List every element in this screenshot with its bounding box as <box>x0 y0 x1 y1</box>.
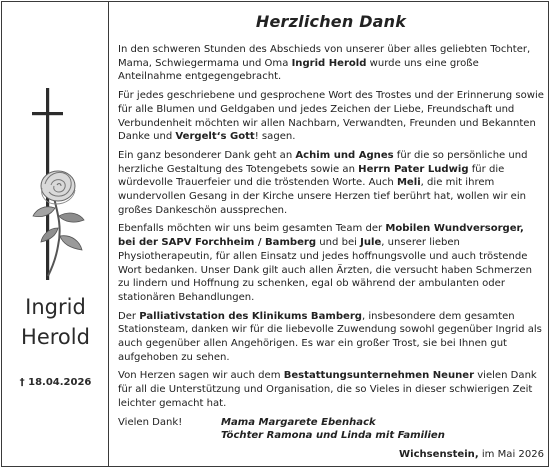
text-run: , insbesondere dem gesamten Stationsteam, danken wir für die liebevolle Zuwendung sowohl gegenüber Ingrid als auch gegenüber allen Angehörigen. Es war ein großer Trost, sie bei Ihnen gut aufgehoben zu sehen. <box>118 310 542 363</box>
place-and-date <box>118 448 544 462</box>
thanked-name: Jule <box>360 237 382 249</box>
signer-line: Töchter Ramona und Linda mit Familien <box>221 430 445 442</box>
paragraph-care-team <box>118 222 544 304</box>
place: Wichsenstein, <box>399 448 479 460</box>
text-run: ! sagen. <box>254 131 296 143</box>
text-run: für die so persönliche und herzliche Gestaltung des Totengebets sowie an <box>118 149 528 175</box>
paragraph-palliative <box>118 310 544 365</box>
text-run: Für jedes geschriebene und gesprochene Wort des Trostes und der Erinnerung sowie für alle Blumen und Geldgaben und jedes Zeichen der Liebe, Freundschaft und Verbundenheit möchten wir allen Nachbarn, Verwandten, Freunden und Bekannten Danke und <box>118 90 544 143</box>
paragraph-general-thanks <box>118 89 544 144</box>
cross-with-rose-icon <box>18 86 98 282</box>
text-run: Ebenfalls möchten wir uns beim gesamten Team der <box>118 223 386 235</box>
deceased-first-name: Ingrid <box>25 295 86 319</box>
obituary-thank-you-notice <box>1 1 549 467</box>
thanked-name: Achim und Agnes <box>295 149 394 161</box>
text-run: Der <box>118 310 140 322</box>
thanked-organization: Palliativstation des Klinikums Bamberg <box>139 310 362 322</box>
left-memorial-column <box>2 2 109 466</box>
closing-signature <box>118 416 544 446</box>
text-run: vielen Dank für all die Unterstützung und Organisation, die so Vieles in dieser schwierigen Zeit leichter gemacht hat. <box>118 370 537 409</box>
paragraph-funeral-home <box>118 369 544 410</box>
paragraph-special-thanks <box>118 149 544 218</box>
text-run: wurde uns eine große Anteilnahme entgegengebracht. <box>118 57 479 83</box>
death-date: † 18.04.2026 <box>19 377 92 388</box>
text-run: Von Herzen sagen wir auch dem <box>118 370 284 382</box>
thank-you-text-column <box>118 12 544 460</box>
thanked-name: Meli <box>396 177 421 189</box>
text-run: , die mit ihrem wundervollen Gesang in der Kirche unsere Herzen tief berührt hat, wollen wir ein großes Dankeschön aussprechen. <box>118 177 527 216</box>
closing-greeting: Vielen Dank! <box>118 416 183 428</box>
vergelts-gott: Vergelt‘s Gott <box>175 131 255 143</box>
thanked-name: Herrn Pater Ludwig <box>358 163 469 175</box>
deceased-name <box>2 292 109 352</box>
notice-heading: Herzlichen Dank <box>255 12 407 31</box>
date: im Mai 2026 <box>481 448 544 460</box>
paragraph-intro <box>118 43 544 84</box>
text-run: und bei <box>316 237 361 249</box>
signers <box>221 416 445 443</box>
thanked-organization: Bestattungsunternehmen Neuner <box>283 370 475 382</box>
signer-line: Mama Margarete Ebenhack <box>221 416 376 428</box>
deceased-name-inline: Ingrid Herold <box>291 57 367 69</box>
deceased-last-name: Herold <box>21 325 90 349</box>
text-run: für die würdevolle Trauerfeier und die tröstenden Worte. Auch <box>118 163 505 189</box>
thanked-organization: Mobilen Wundversorger, bei der SAPV Forchheim / Bamberg <box>118 223 524 249</box>
text-run: In den schweren Stunden des Abschieds von unserer über alles geliebten Tochter, Mama, Schwiegermama und Oma <box>118 44 531 69</box>
text-run: Ein ganz besonderer Dank geht an <box>118 149 296 161</box>
text-run: , unserer lieben Physiotherapeutin, für allen Einsatz und jedes hoffnungsvolle und auch tröstende Wort bedanken. Unser Dank gilt auch allen Ärzten, die versucht haben Schmerzen zu lindern und Hoffnung zu schenken, egal ob während der ambulanten oder stationären Behandlungen. <box>118 237 532 303</box>
